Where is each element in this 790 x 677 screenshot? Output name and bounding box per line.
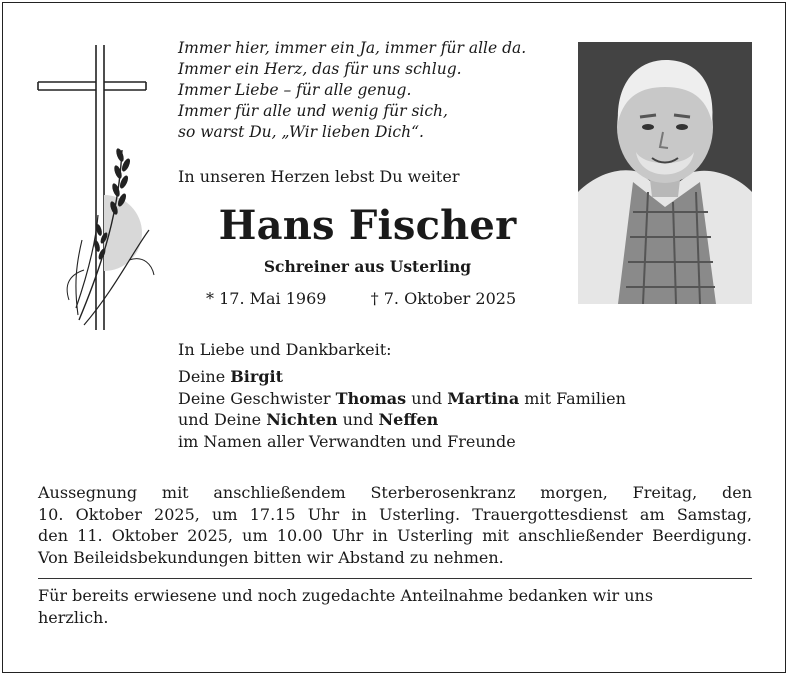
- deceased-name: Hans Fischer: [218, 202, 517, 249]
- text: und: [406, 388, 448, 408]
- mourner-name: Birgit: [230, 367, 283, 386]
- mourner-name: Nichten: [266, 410, 338, 429]
- mourner-name: Thomas: [335, 388, 407, 408]
- service-line: Aussegnung mit anschließendem Sterberosenkranz morgen, Freitag, den: [38, 483, 752, 502]
- life-dates: [206, 289, 516, 308]
- service-line: Von Beileidsbekundungen bitten wir Abstand zu nehmen.: [38, 547, 504, 567]
- mourner-line: [178, 366, 626, 388]
- mourner-name: Neffen: [378, 410, 439, 429]
- poem: [178, 38, 526, 143]
- mourners-list: [178, 366, 626, 452]
- mourner-line: im Namen aller Verwandten und Freunde: [178, 431, 516, 451]
- poem-line: Immer ein Herz, das für uns schlug.: [178, 60, 462, 78]
- motto: In unseren Herzen lebst Du weiter: [178, 167, 460, 186]
- thanks-intro: In Liebe und Dankbarkeit:: [178, 340, 392, 359]
- text: und: [337, 410, 379, 429]
- poem-line: Immer hier, immer ein Ja, immer für alle da.: [178, 39, 527, 57]
- service-line: 10. Oktober 2025, um 17.15 Uhr in Usterling. Trauergottesdienst am Samstag,: [38, 504, 752, 524]
- text: Deine: [178, 367, 231, 386]
- service-line: den 11. Oktober 2025, um 10.00 Uhr in Usterling mit anschließender Beerdigung.: [38, 526, 752, 545]
- funeral-service-info: [38, 482, 752, 568]
- birth-date: * 17. Mai 1969: [206, 289, 327, 308]
- poem-line: Immer für alle und wenig für sich,: [178, 102, 448, 120]
- text: und Deine: [178, 410, 267, 429]
- poem-line: Immer Liebe – für alle genug.: [178, 81, 412, 99]
- mourner-line: [178, 388, 626, 410]
- text: mit Familien: [519, 388, 626, 408]
- mourner-name: Martina: [447, 388, 520, 408]
- poem-line: so warst Du, „Wir lieben Dich“.: [178, 123, 424, 141]
- death-date: † 7. Oktober 2025: [370, 289, 517, 308]
- text: Deine Geschwister: [178, 388, 336, 408]
- divider: [38, 578, 752, 579]
- final-thanks: Für bereits erwiesene und noch zugedachte Anteilnahme bedanken wir uns herzlich.: [38, 586, 654, 627]
- cross-with-wheat-icon: [34, 40, 164, 340]
- portrait-photo: [578, 42, 752, 304]
- mourner-line: [178, 409, 626, 431]
- profession: Schreiner aus Usterling: [263, 257, 472, 276]
